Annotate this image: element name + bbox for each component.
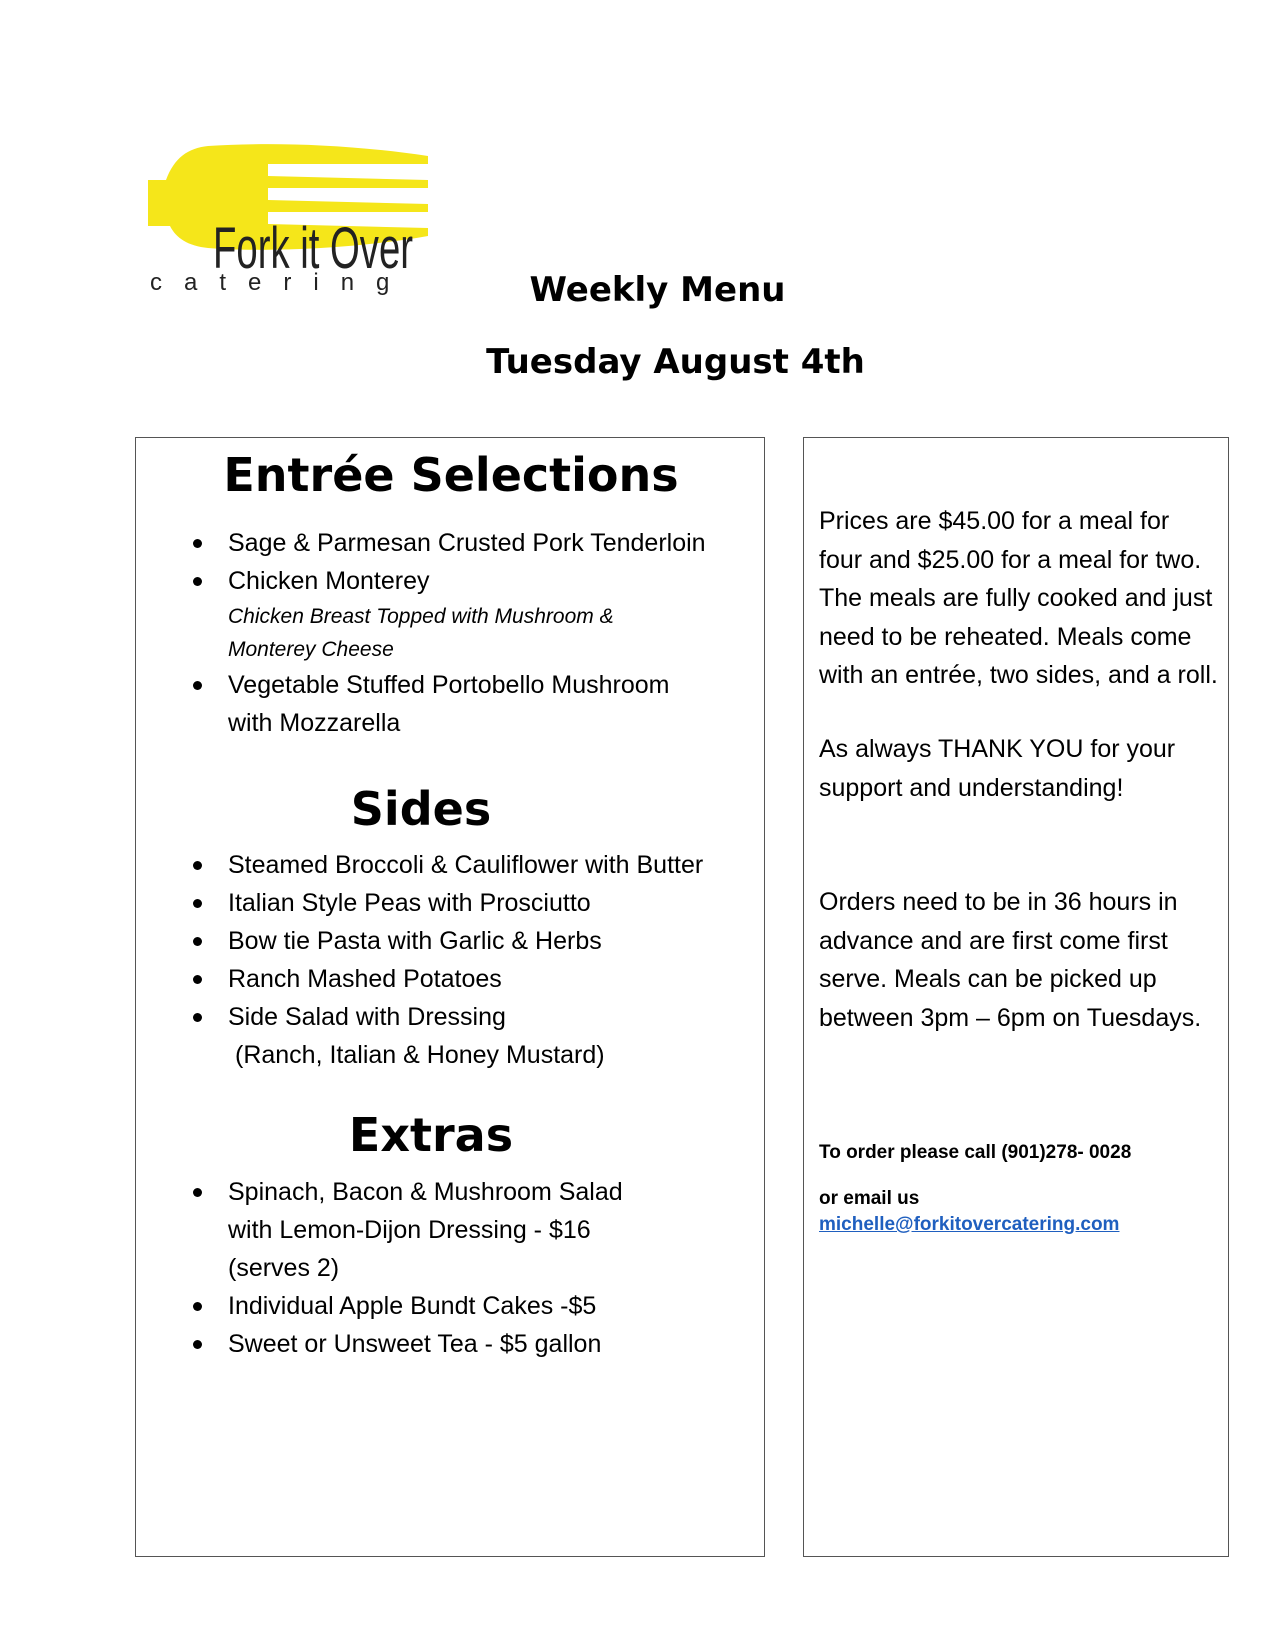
list-item: Side Salad with Dressing (Ranch, Italian & Honey Mustard) [136,998,703,1074]
call-text: To order please call (901)278- 0028 [819,1142,1132,1163]
list-item: Italian Style Peas with Prosciutto [136,884,703,922]
entree-name: Sage & Parmesan Crusted Pork Tenderloin [228,529,706,557]
extras-list [136,1173,628,1363]
list-item: Spinach, Bacon & Mushroom Salad with Lemon-Dijon Dressing - $16 (serves 2) [136,1173,628,1287]
email-link[interactable]: michelle@forkitovercatering.com [819,1214,1120,1235]
sides-heading: Sides [350,782,492,836]
logo-brand: Fork it Over [213,216,413,281]
info-panel [803,437,1229,1557]
list-item [136,666,708,742]
prices-text: Prices are $45.00 for a meal for four and $25.00 for a meal for two. The meals are fully cooked and just need to be reheated. Meals come with an entrée, two sides, and a roll. [819,507,1218,689]
menu-date: Tuesday August 4th [486,342,865,382]
orders-text: Orders need to be in 36 hours in advance and are first come first serve. Meals can be picked up between 3pm – 6pm on Tuesdays. [819,888,1202,1032]
entree-name: Chicken Monterey [228,567,430,595]
sides-note: (Ranch, Italian & Honey Mustard) [235,1041,605,1069]
email-label: or email us [819,1188,920,1209]
extras-heading: Extras [348,1108,514,1162]
entree-heading: Entrée Selections [223,448,679,502]
menu-panel [135,437,765,1557]
entree-description: Chicken Breast Topped with Mushroom & Monterey Cheese [228,605,614,661]
list-item: Sweet or Unsweet Tea - $5 gallon [136,1325,628,1363]
list-item: Individual Apple Bundt Cakes -$5 [136,1287,628,1325]
entree-name: Vegetable Stuffed Portobello Mushroom with Mozzarella [228,671,670,737]
page-title: Weekly Menu [529,270,786,310]
sides-list [136,846,703,1074]
list-item [136,562,708,666]
thanks-text: As always THANK YOU for your support and understanding! [819,735,1176,802]
list-item: Bow tie Pasta with Garlic & Herbs [136,922,703,960]
logo-sub: catering [150,269,412,296]
list-item [136,524,708,562]
list-item: Steamed Broccoli & Cauliflower with Butter [136,846,703,884]
entree-list [136,524,708,742]
list-item: Ranch Mashed Potatoes [136,960,703,998]
